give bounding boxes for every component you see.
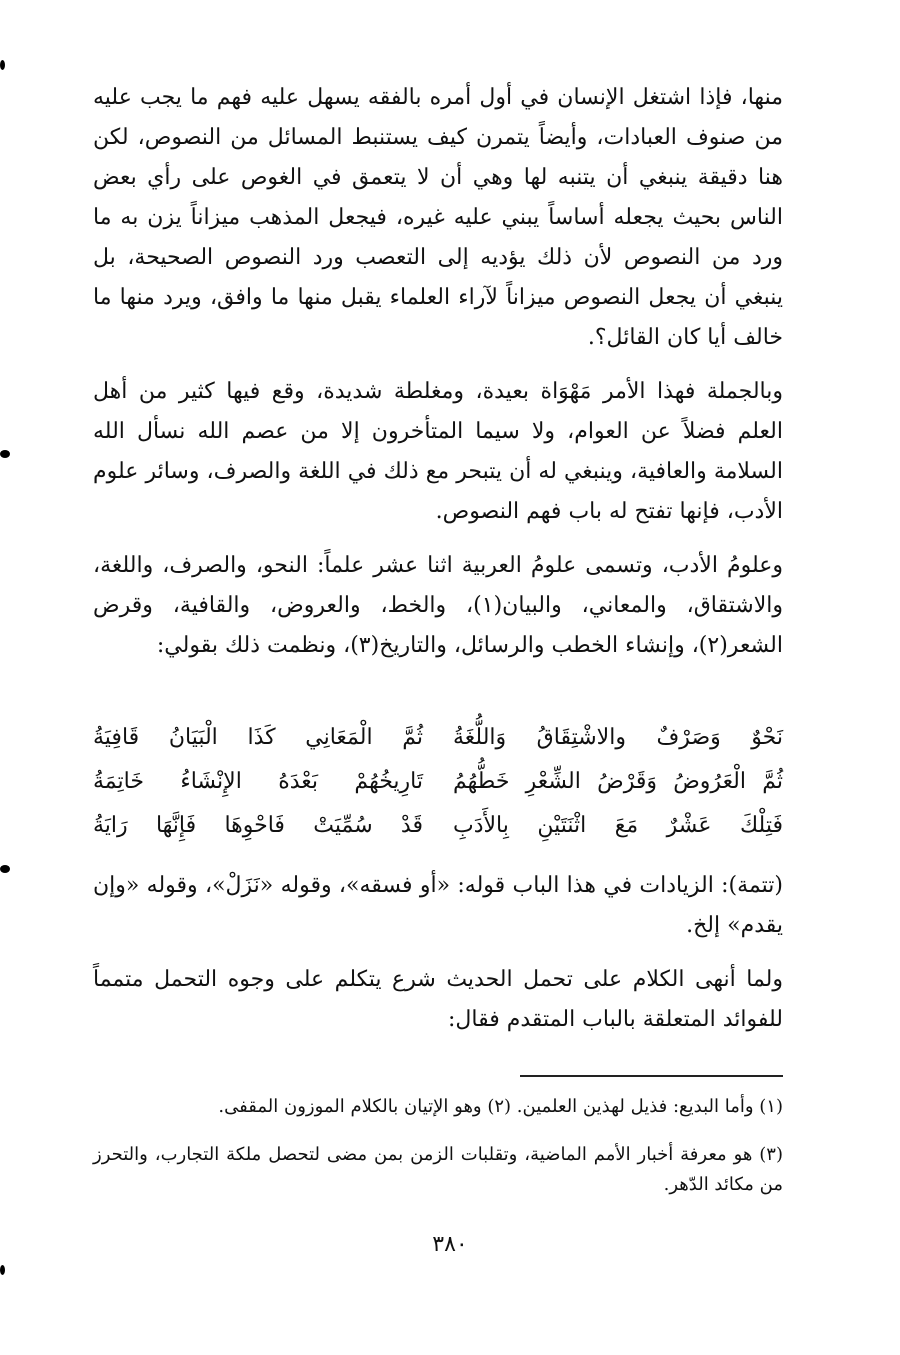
page-number: ٣٨٠ xyxy=(432,1232,468,1257)
scan-mark xyxy=(0,1265,5,1275)
poem-line-2-first-hemistich: ثُمَّ الْعَرُوضُ وَقَرْضُ الشِّعْرِ خَطُّهُمُ xyxy=(453,769,783,794)
paragraph-transition: ولما أنهى الكلام على تحمل الحديث شرع يتكلم على وجوه التحمل متمماً للفوائد المتعلقة بالباب المتقدم فقال: xyxy=(93,967,783,1032)
scan-mark xyxy=(0,450,10,458)
poem-line-2-second-hemistich: تَارِيخُهُمْ بَعْدَهُ الإِنْشَاءُ خَاتِمَةُ xyxy=(93,769,423,794)
paragraph-3: وعلومُ الأدب، وتسمى علومُ العربية اثنا عشر علماً: النحو، والصرف، واللغة، والاشتقاق، والمعاني، والبيان(١)، والخط، والعروض، والقافية، وقرض الشعر(٢)، وإنشاء الخطب والرسائل، والتاريخ(٣)، ونظمت ذلك بقولي: xyxy=(93,553,784,658)
poem-line-3-second-hemistich: قَدْ سُمِّيَتْ فَاحْوِهَا فَإِنَّهَا رَايَةُ xyxy=(93,813,423,838)
footnote-1-2: (١) وأما البديع: فذيل لهذين العلمين. (٢) وهو الإتيان بالكلام الموزون المقفى. xyxy=(218,1096,783,1117)
poem-line-1-first-hemistich: نَحْوٌ وَصَرْفٌ والاشْتِقَاقُ وَاللُّغَةُ xyxy=(453,725,783,750)
poem-line-2 xyxy=(93,760,783,804)
poem-line-3-first-hemistich: فَتِلْكَ عَشْرٌ مَعَ اثْنَتَيْنِ بِالأَدَبِ xyxy=(453,813,783,838)
poem-block xyxy=(93,716,783,848)
poem-line-1 xyxy=(93,716,783,760)
poem-line-1-second-hemistich: ثُمَّ الْمَعَانِي كَذَا الْبَيَانُ قَافِيَةُ xyxy=(93,725,423,750)
footnote-separator xyxy=(520,1075,783,1077)
paragraph-tatimma: (تتمة): الزيادات في هذا الباب قوله: «أو فسقه»، وقوله «نَزَلْ»، وقوله «وإن يقدم» إلخ. xyxy=(93,873,783,938)
poem-line-3 xyxy=(93,804,783,848)
scan-mark xyxy=(0,60,5,70)
footnote-3: (٣) هو معرفة أخبار الأمم الماضية، وتقلبات الزمن بمن مضى لتحصل ملكة التجارب، والتحرز من مكائد الدّهر. xyxy=(93,1144,783,1195)
paragraph-1: منها، فإذا اشتغل الإنسان في أول أمره بالفقه يسهل عليه فهم ما يجب عليه من صنوف العبادات، وأيضاً يتمرن كيف يستنبط المسائل من النصوص، لكن هنا دقيقة ينبغي أن يتنبه لها وهي أن لا يتعمق في الغوص على رأي بعض الناس بحيث يجعله أساساً يبني عليه غيره، فيجعل المذهب ميزاناً يزن به ما ورد من النصوص لأن ذلك يؤديه إلى التعصب ورد النصوص الصحيحة، بل ينبغي أن يجعل النصوص ميزاناً لآراء العلماء يقبل منها ما وافق، ويرد منها ما خالف أيا كان القائل؟. xyxy=(93,85,783,350)
paragraph-2: وبالجملة فهذا الأمر مَهْوَاة بعيدة، ومغلطة شديدة، وقع فيها كثير من أهل العلم فضلاً عن العوام، ولا سيما المتأخرون إلا من عصم الله نسأل الله السلامة والعافية، وينبغي له أن يتبحر مع ذلك في اللغة والصرف، وسائر علوم الأدب، فإنها تفتح له باب فهم النصوص. xyxy=(93,379,783,524)
closing-text-block xyxy=(93,866,783,1054)
scan-mark xyxy=(0,865,10,873)
main-text-block xyxy=(93,78,783,680)
